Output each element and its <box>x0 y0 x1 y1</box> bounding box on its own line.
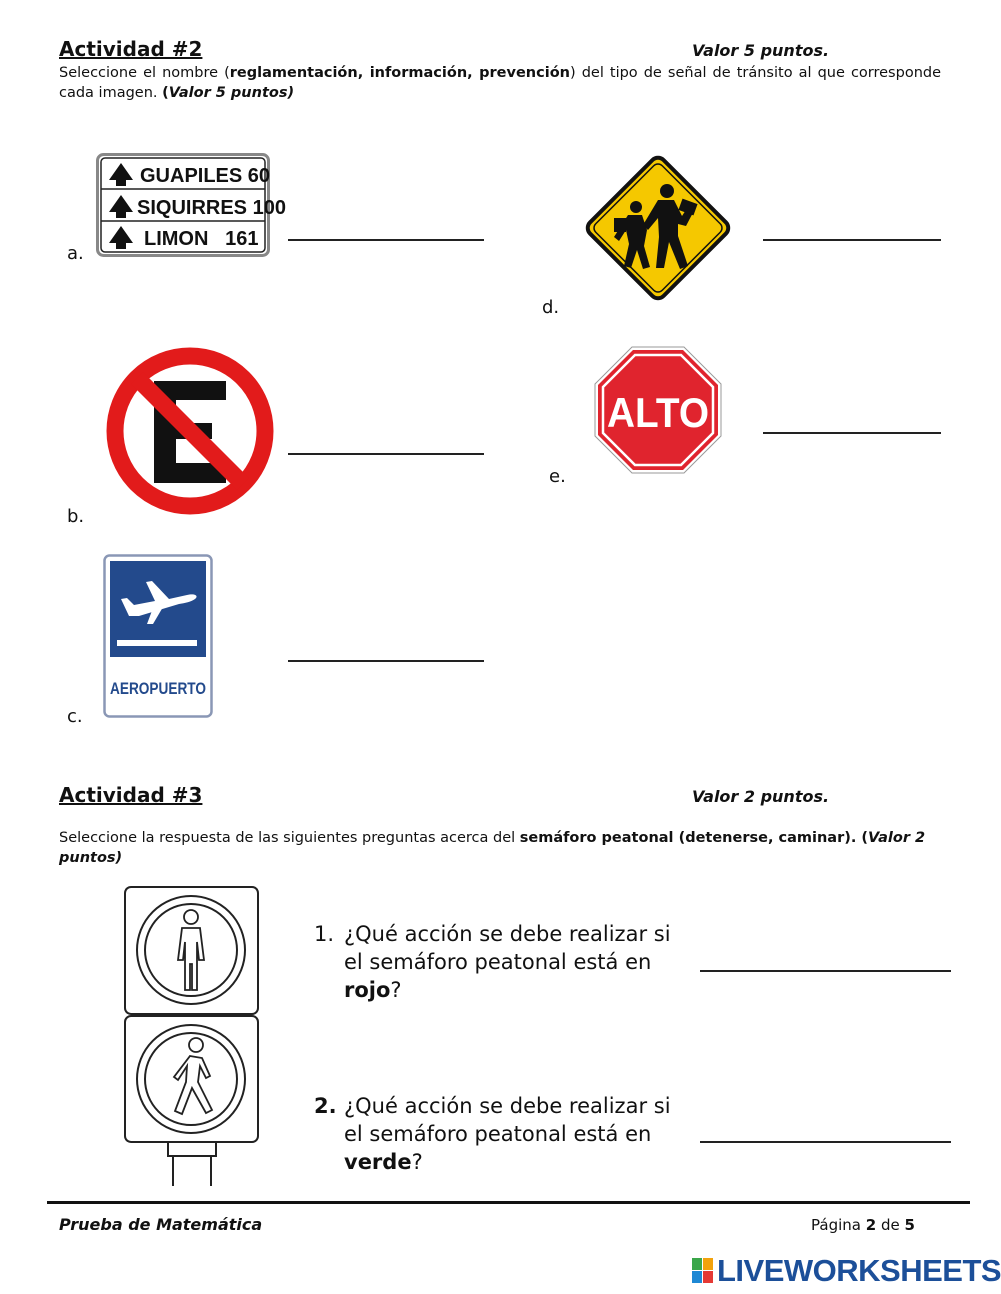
answer-blank-1[interactable] <box>700 970 951 972</box>
sign-c-text: AEROPUERTO <box>110 679 206 698</box>
activity3-value: Valor 2 puntos. <box>692 787 830 806</box>
item-letter-b: b. <box>67 506 85 527</box>
answer-blank-d[interactable] <box>763 239 941 241</box>
sign-c-information <box>103 554 213 718</box>
answer-blank-b[interactable] <box>288 453 484 455</box>
sign-e-regulation <box>593 345 723 475</box>
liveworksheets-brand[interactable]: LIVEWORKSHEETS <box>717 1253 1001 1288</box>
activity2-value: Valor 5 puntos. <box>692 41 830 60</box>
footer-title: Prueba de Matemática <box>59 1215 263 1234</box>
sign-d-prevention <box>574 144 742 312</box>
standing-person-icon <box>178 910 204 990</box>
item-letter-e: e. <box>549 466 566 487</box>
item-letter-a: a. <box>67 243 84 264</box>
sign-b-regulation <box>104 345 276 517</box>
question-2-number: 2. <box>314 1094 337 1118</box>
page-number: Página 2 de 5 <box>811 1216 915 1234</box>
answer-blank-a[interactable] <box>288 239 484 241</box>
walking-person-icon <box>174 1038 212 1114</box>
question-2: 2. ¿Qué acción se debe realizar si el semáforo peatonal está en verde? <box>314 1094 671 1174</box>
activity2-instructions: Seleccione el nombre (reglamentación, información, prevención) del tipo de señal de tránsito al que corresponde cada imagen. (Valor 5 puntos) <box>59 65 942 101</box>
footer-divider <box>47 1201 970 1204</box>
question-1-number: 1. <box>314 922 335 946</box>
item-letter-c: c. <box>67 706 83 727</box>
sign-a-information <box>96 153 286 257</box>
activity2-title: Actividad #2 <box>59 37 203 61</box>
sign-a-row: LIMON 161 <box>144 228 259 250</box>
answer-blank-c[interactable] <box>288 660 484 662</box>
activity3-instructions: Seleccione la respuesta de las siguientes preguntas acerca del semáforo peatonal (detenerse, caminar). (Valor 2 puntos) <box>59 830 926 866</box>
item-letter-d: d. <box>542 297 560 318</box>
liveworksheets-logo-icon <box>692 1258 714 1284</box>
answer-blank-e[interactable] <box>763 432 941 434</box>
activity3-title: Actividad #3 <box>59 783 203 807</box>
sign-a-row: SIQUIRRES 100 <box>137 197 286 219</box>
question-1: 1. ¿Qué acción se debe realizar si el semáforo peatonal está en rojo? <box>314 922 671 1002</box>
answer-blank-2[interactable] <box>700 1141 951 1143</box>
sign-e-text: ALTO <box>607 389 709 436</box>
sign-a-row: GUAPILES 60 <box>140 165 271 187</box>
sign-b-letter: E <box>104 345 105 346</box>
pedestrian-traffic-light <box>120 884 265 1188</box>
